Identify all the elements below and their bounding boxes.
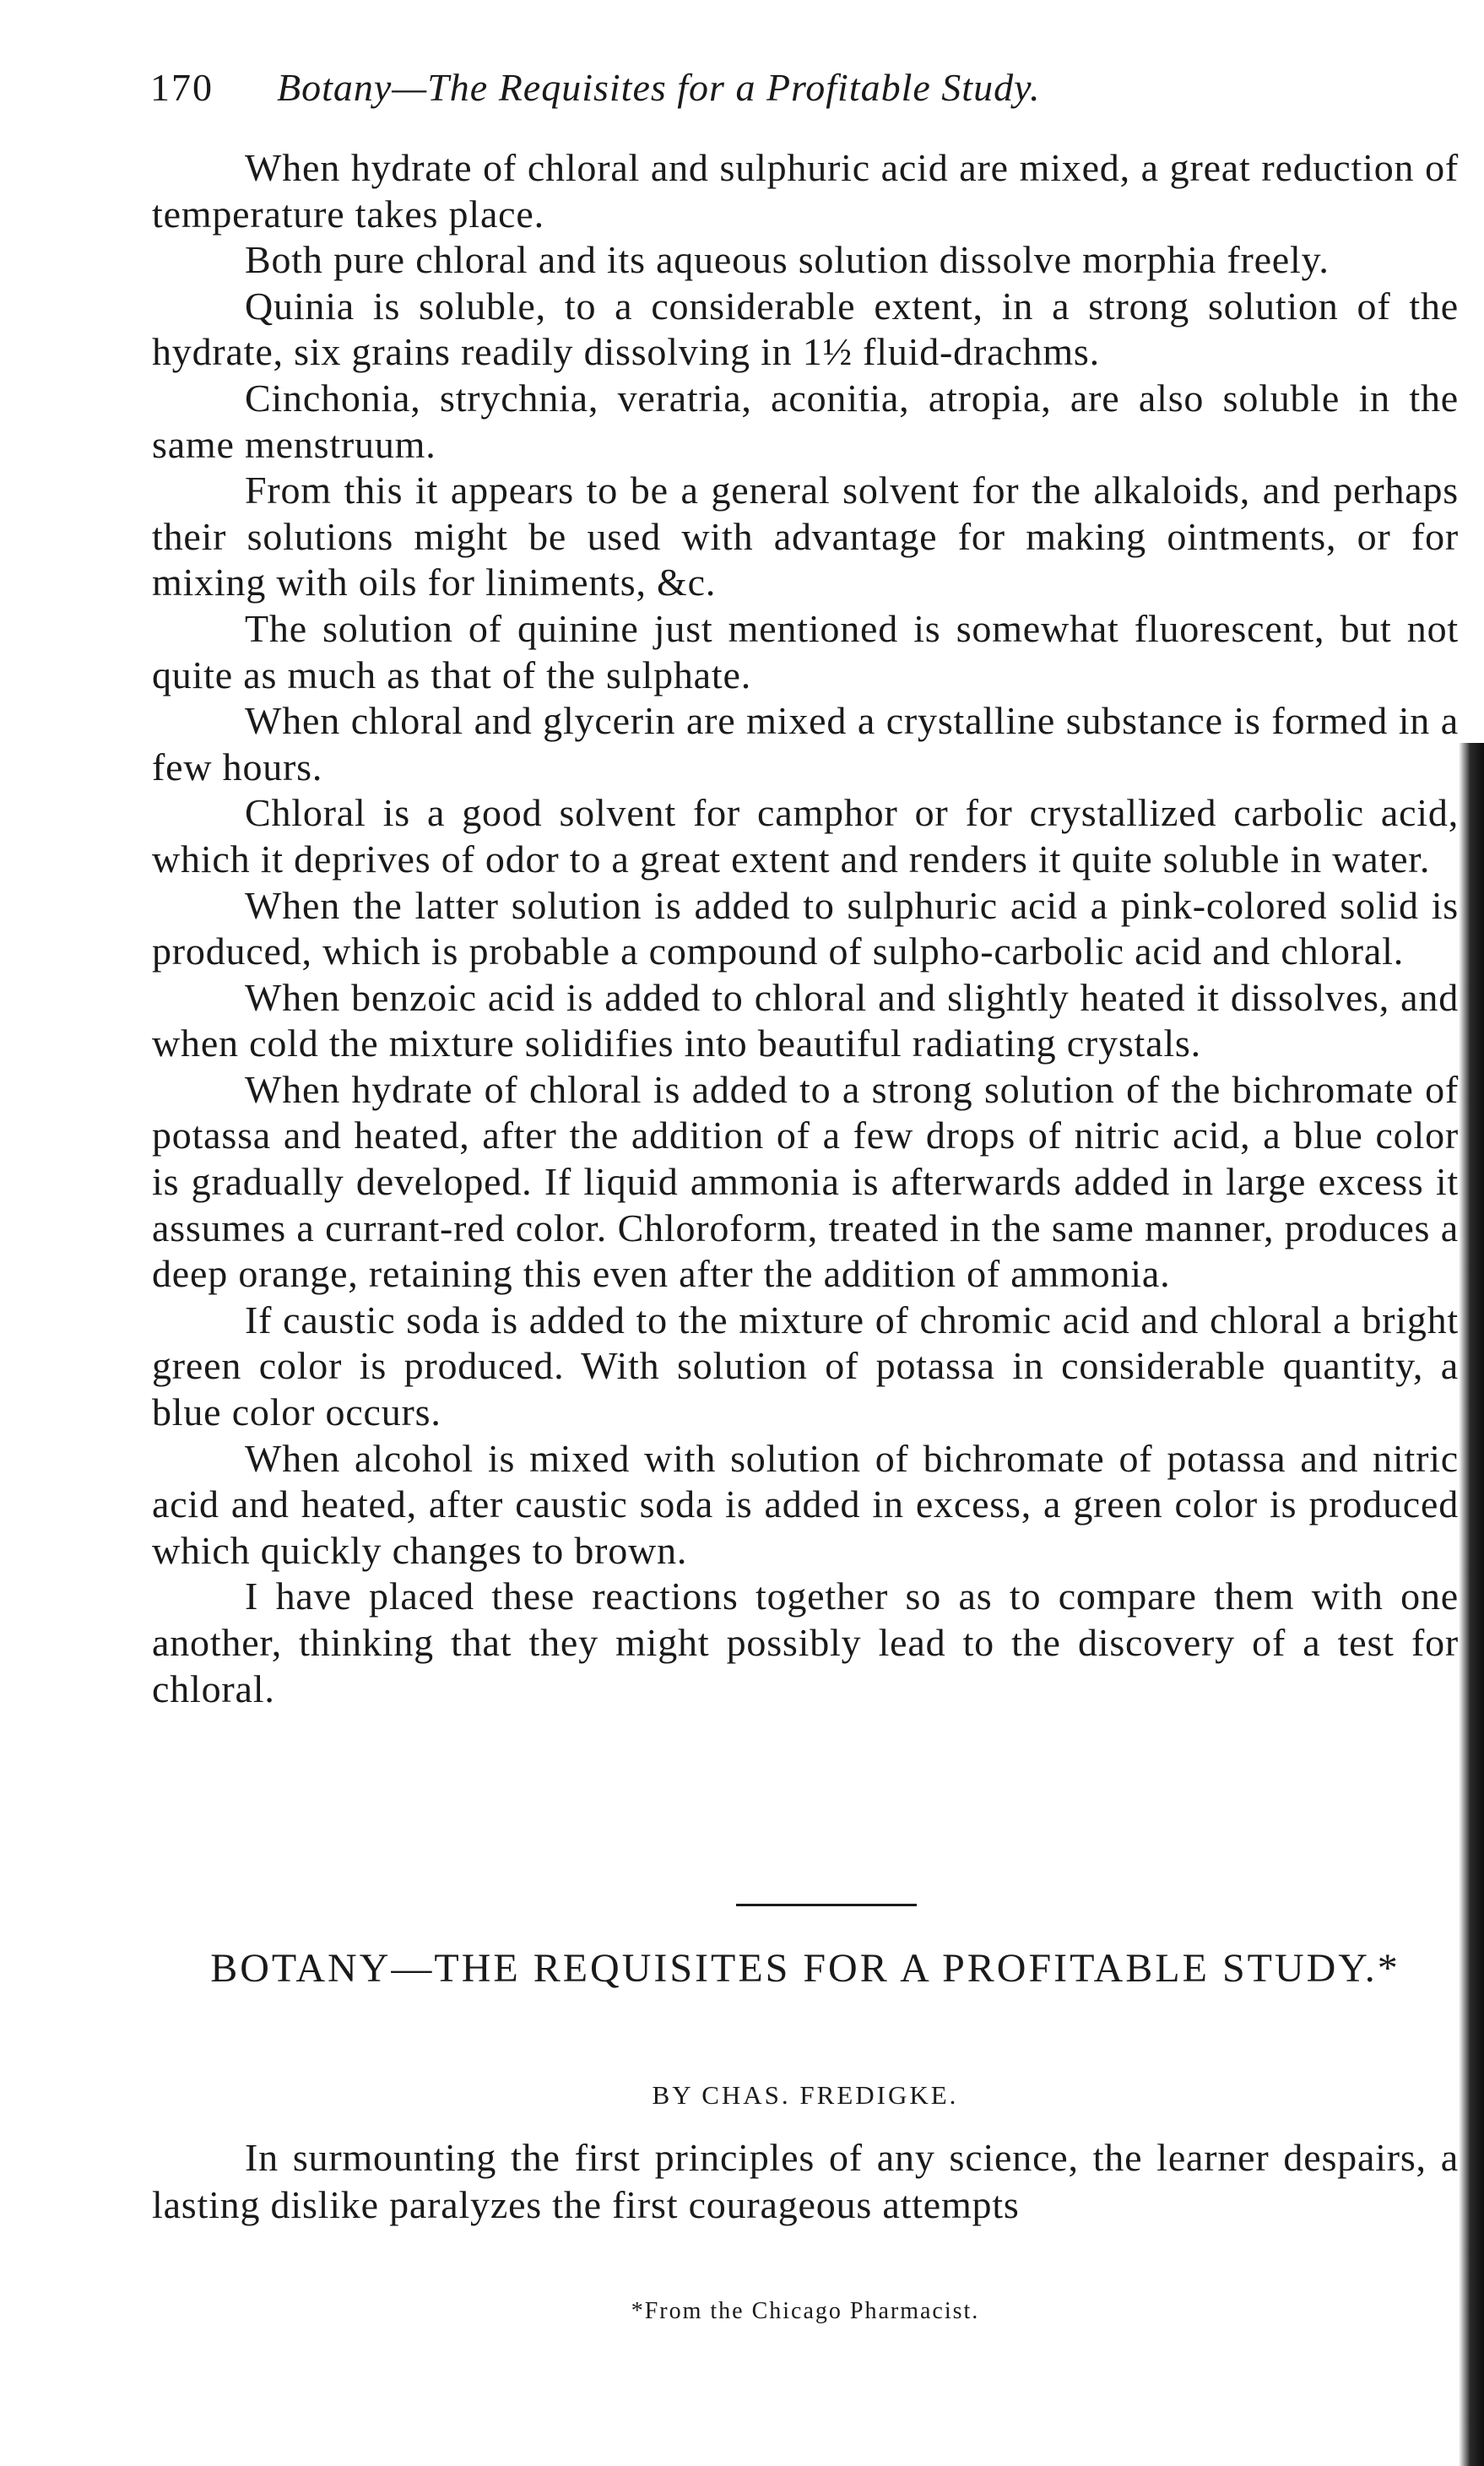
paragraph: When hydrate of chloral is added to a strong solution of the bichromate of potassa and heated, after the addition of a few drops of nitric acid, a blue color is gradually developed. If liquid ammonia is afterwards added in large excess it assumes a currant-red color. Chloroform, treated in the same manner, produces a deep orange, retaining this even after the addition of ammonia.: [152, 1067, 1459, 1296]
paragraph: From this it appears to be a general solvent for the alkaloids, and perhaps their solutions might be used with advantage for making ointments, or for mixing with oils for liniments, &c.: [152, 469, 1459, 604]
footnote: *From the Chicago Pharmacist.: [631, 2298, 980, 2324]
paragraph: The solution of quinine just mentioned is somewhat fluorescent, but not quite as much as that of the sulphate.: [152, 606, 1459, 696]
paragraph: Chloral is a good solvent for camphor or for crystallized carbolic acid, which it deprives of odor to a great extent and renders it quite soluble in water.: [152, 791, 1459, 881]
section-divider: [736, 1904, 917, 1906]
paragraph: I have placed these reactions together so as to compare them with one another, thinking that they might possibly lead to the discovery of a test for chloral.: [152, 1574, 1459, 1710]
page-number: 170: [150, 66, 214, 109]
paragraph: Both pure chloral and its aqueous solution dissolve morphia freely.: [245, 238, 1330, 282]
paragraph: When benzoic acid is added to chloral and slightly heated it dissolves, and when cold the mixture solidifies into beautiful radiating crystals.: [152, 975, 1459, 1065]
paragraph: In surmounting the first principles of any science, the learner despairs, a lasting dislike paralyzes the first courageous attempts: [152, 2136, 1459, 2226]
chloral-notes-section: [152, 145, 1459, 1712]
article-body: [152, 2134, 1459, 2229]
paragraph: When alcohol is mixed with solution of bichromate of potassa and nitric acid and heated, after caustic soda is added in excess, a green color is produced which quickly changes to brown.: [152, 1436, 1459, 1572]
running-header: [150, 54, 1383, 122]
paragraph: When chloral and glycerin are mixed a crystalline substance is formed in a few hours.: [152, 699, 1459, 789]
article-byline: BY CHAS. FREDIGKE.: [652, 2080, 959, 2110]
paragraph: Cinchonia, strychnia, veratria, aconitia, atropia, are also soluble in the same menstruum.: [152, 376, 1459, 466]
article-title: BOTANY—THE REQUISITES FOR A PROFITABLE STUDY.*: [210, 1946, 1400, 1991]
paragraph: Quinia is soluble, to a considerable extent, in a strong solution of the hydrate, six grains readily dissolving in 1½ fluid-drachms.: [152, 284, 1459, 374]
page-edge-shadow: [1459, 743, 1484, 2466]
running-title: Botany—The Requisites for a Profitable Study.: [277, 66, 1041, 109]
paragraph: When hydrate of chloral and sulphuric acid are mixed, a great reduction of temperature takes place.: [152, 146, 1459, 236]
paragraph: When the latter solution is added to sulphuric acid a pink-colored solid is produced, which is probable a compound of sulpho-carbolic acid and chloral.: [152, 883, 1459, 973]
paragraph: If caustic soda is added to the mixture of chromic acid and chloral a bright green color is produced. With solution of potassa in considerable quantity, a blue color occurs.: [152, 1298, 1459, 1434]
